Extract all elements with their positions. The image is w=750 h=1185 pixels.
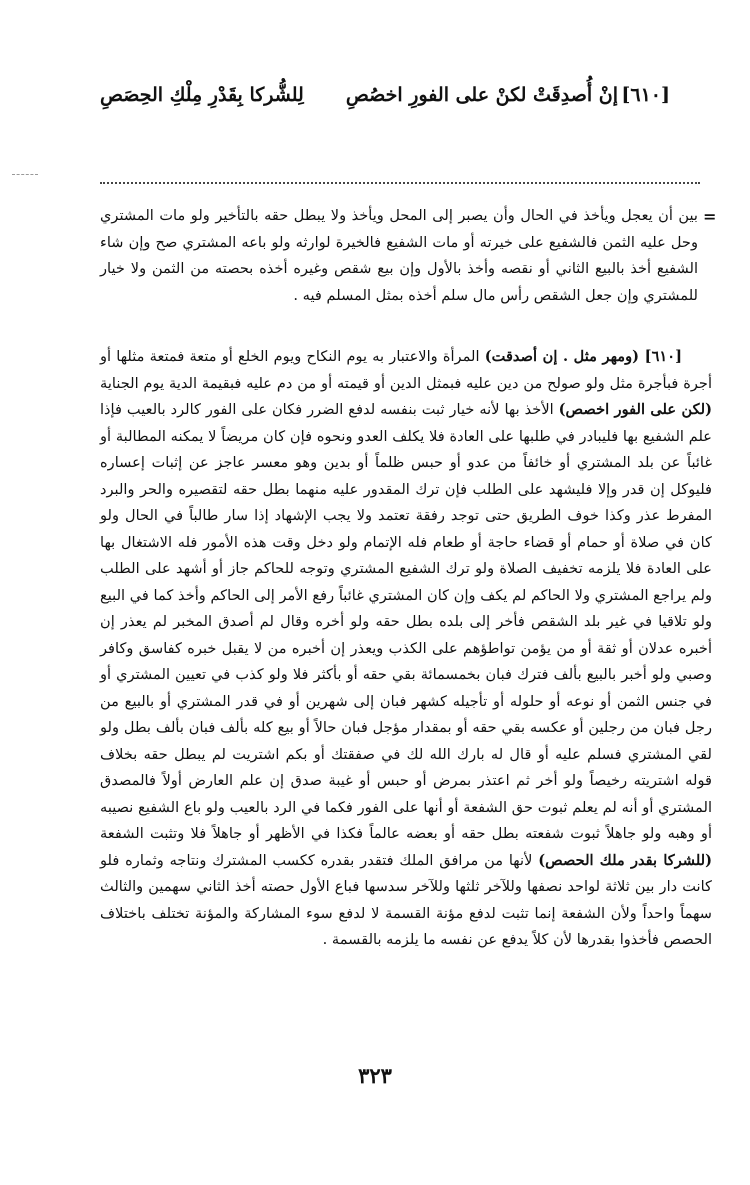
verse-line <box>100 82 670 116</box>
quoted-phrase-1: (لكن على الفور اخصص) <box>558 401 712 418</box>
margin-mark <box>12 174 38 175</box>
verse-first-hemistich: إنْ أُصدِقَتْ لكنْ على الفورِ اخصُصِ <box>345 84 618 106</box>
paragraph-text-3: لأنها من مرافق الملك فتقدر بقدره ككسب المشترك ونتاجه وثماره فلو كانت دار بين ثلاثة لواحد نصفها وللآخر ثلثها وللآخر سدسها فباع الأول حصته أخذ الثاني سهمين والثالث سهماً واحداً ولأن الشفعة إنما تثبت لدفع مؤنة القسمة لا لدفع سوء المشاركة والمؤنة تختلف باختلاف الحصص فأخذوا بقدرها لأن كلاً يدفع عن نفسه ما يلزمه بالقسمة . <box>100 851 712 948</box>
page-number: ٣٢٣ <box>358 1063 392 1088</box>
commentary-paragraph-2 <box>100 344 712 954</box>
verse-second-hemistich: لِلشُّركا بِقَدْرِ مِلْكِ الحِصَصِ <box>100 84 304 106</box>
commentary-paragraph-1: بين أن يعجل ويأخذ في الحال وأن يصبر إلى المحل ويأخذ ولا يبطل حقه بالتأخير ولو مات المشتري وحل عليه الثمن فالشفيع على خيرته أو مات الشفيع فالخيرة لوارثه ولو باعه المشتري صح وإن شاء الشفيع أخذ بالبيع الثاني أو نقصه وأخذ بالأول وإن بيع شقص وغيره أخذه بحصته من الثمن ولا خيار للمشتري وإن جعل الشقص رأس مال سلم أخذه بمثل المسلم فيه . <box>100 207 698 304</box>
paragraph-text-1: المرأة والاعتبار به يوم النكاح ويوم الخلع أو متعة فمتعة مثلها أو أجرة فبأجرة مثل ولو صولح من دين عليه فبمثل الدين أو قيمته أو من دم عليه فبقيمة الدية يوم الجناية <box>100 348 712 392</box>
paragraph-lead: [٦١٠] (ومهر مثل . إن أصدقت) <box>484 348 682 365</box>
quoted-phrase-2: (للشركا بقدر ملك الحصص) <box>538 851 712 869</box>
paragraph-text-2: الأخذ بها لأنه خيار ثبت بنفسه لدفع الضرر فكان على الفور كالرد بالعيب فإذا علم الشفيع بها فليبادر في طلبها على العادة فلا يكلف العدو ونحوه فإن كان مريضاً لا يمكنه المطالبة أو غائباً عن بلد المشتري أو خائفاً من عدو أو حبس ظلماً أو بدين وهو معسر عاجز عن إثبات إعساره فليوكل إن قدر وإلا فليشهد على الطلب فإن ترك المقدور عليه منهما بطل حقه لتقصيره والحر والبرد المفرط عذر وكذا خوف الطريق حتى توجد رفقة تعتمد ولا يجب الإشهاد إذا سار طالباً في الحال ولو كان في صلاة أو حمام أو قضاء حاجة أو طعام فله الإتمام ولو دخل وقت هذه الأمور فله الاشتغال بها على العادة فلا يلزمه تخفيف الصلاة ولو ترك الشفيع المشتري وتوجه للحاكم جاز أو أشهد على الطلب ولم يراجع المشتري ولا الحاكم لم يكف وإن كان المشتري غائباً رفع الأمر إلى الحاكم وأخذ كما في البيع ولو تلاقيا في غير بلد الشقص فأخر إلى بلده بطل حقه ولو أخره وقال لم أصدق المخبر لم يعذر إن أخبره عدلان أو ثقة أو من يؤمن تواطؤهم على الكذب ويعذر إن أخبره من لا يقبل خبره كفاسق وكافر وصبي ولو أخبر بالبيع بألف فترك فبان بخمسمائة بقي حقه أو بأكثر فلا ولو كذب في تعيين المشتري أو في جنس الثمن أو نوعه أو حلوله أو تأجيله كشهر فبان إلى شهرين أو في قدر المشتري أو بالبيع من رجل فبان من رجلين أو عكسه بقي حقه أو بمقدار مؤجل فبان حالاً أو بيع كله بألف فبان بألف بطل ولو لقي المشتري فسلم عليه أو قال له بارك الله لك في صفقتك أو بكم اشتريت لم يبطل حقه بخلاف قوله اشتريته رخيصاً ولو أخر ثم اعتذر بمرض أو حبس أو غيبة صدق إن علم العارض أولاً فالمصدق المشتري أو أنه لم يعلم ثبوت حق الشفعة أو أنها على الفور فكما في الرد بالعيب ولو باع الشفيع نصيبه أو وهبه ولو جاهلاً ثبوت شفعته بطل حقه أو بعضه عالماً فكذا في الأظهر أو جاهلاً فلا وتثبت الشفعة <box>100 401 712 842</box>
verse-number: [٦١٠] <box>621 84 670 106</box>
continuation-mark: = <box>703 207 717 226</box>
separator-rule <box>100 182 700 184</box>
